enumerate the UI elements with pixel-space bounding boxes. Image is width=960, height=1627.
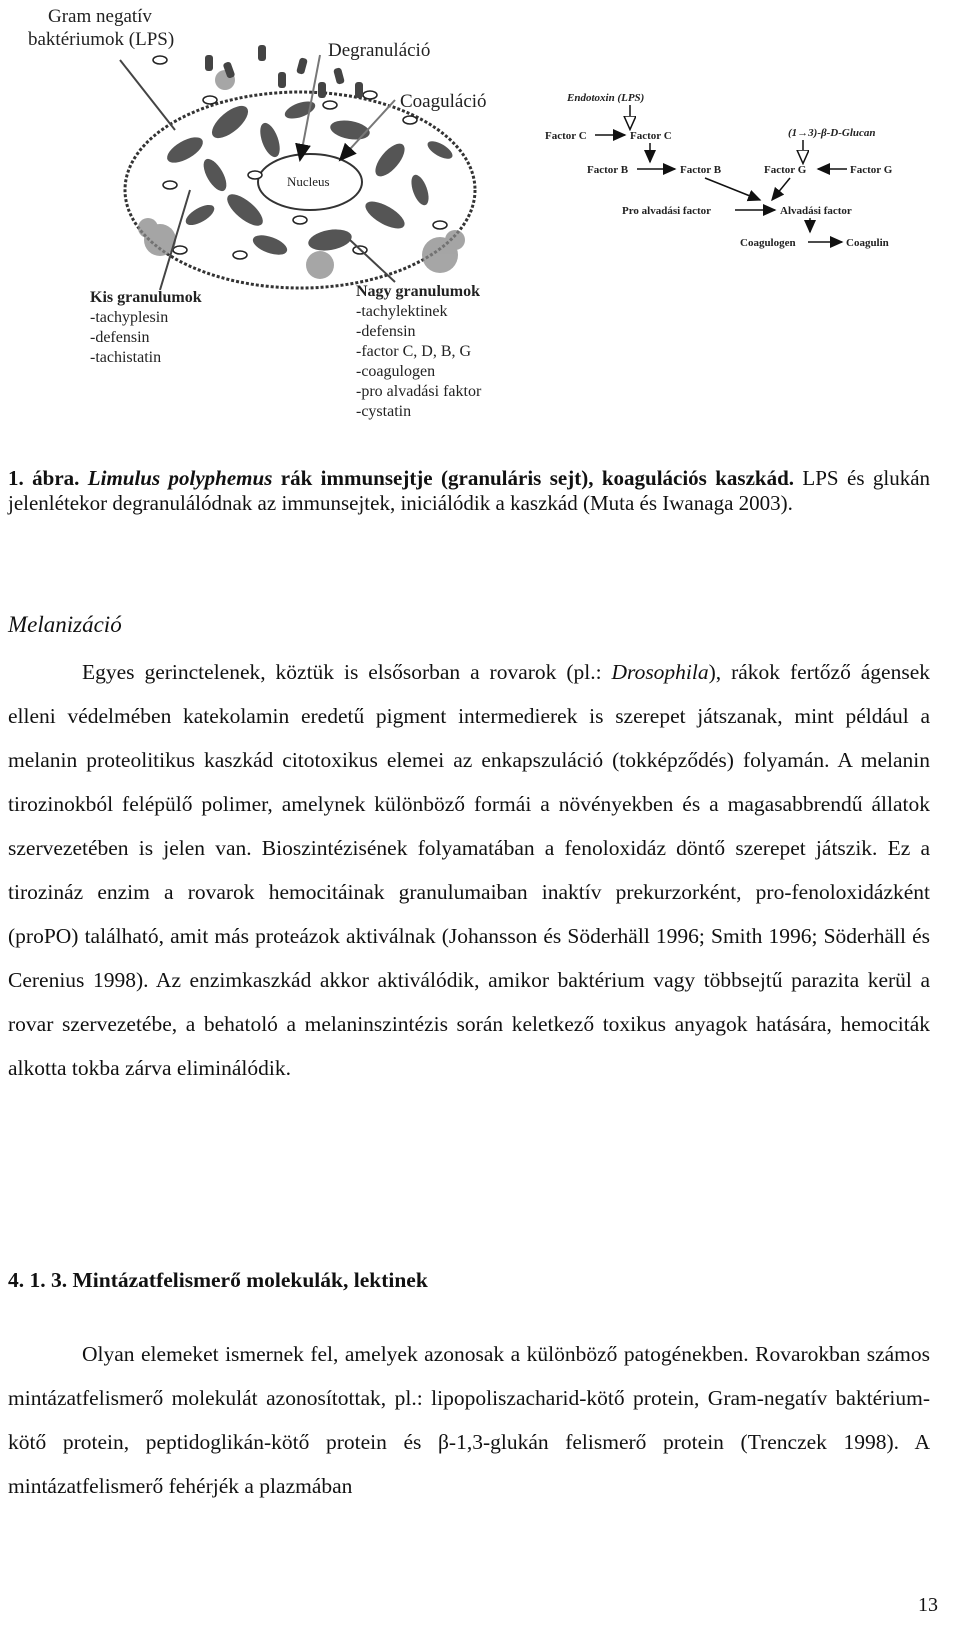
gram-neg-label-2: baktériumok (LPS) [28,29,175,50]
large-granules-item: -pro alvadási faktor [356,383,482,400]
gram-neg-pointer [120,60,175,130]
coagulogen-label: Coagulogen [740,237,796,249]
factor-b-active-label: Factor B [680,164,722,176]
coagulation-cascade [545,92,893,249]
caption-plain-text: LPS és glukán jelenlétekor degranulálódnak az immunsejtek, iniciálódik a kaszkád (Muta és Iwanaga 2003). [8,466,931,515]
large-granules-item: -defensin [356,323,416,340]
section-heading: 4. 1. 3. Mintázatfelismerő molekulák, lektinek [8,1268,428,1292]
small-granules-item: -defensin [90,329,150,346]
degranulation-label: Degranuláció [328,40,431,61]
melanization-text-rest: ), rákok fertőző ágensek elleni védelmében katekolamin eredetű pigment intermedierek is szerepet játszanak, mint például a melanin proteolitikus kaszkád citotoxikus elemei az enkapszuláció (tokképződés) folyamán. A melanin tirozinokból felépülő polimer, amelynek különböző formái a növényekben és a magasabbrendű állatok szervezetében is jelen van. Bioszintézisének folyamatában a fenoloxidáz döntő szerepet játszik. Ez a tirozináz enzim a rovarok hemocitáinak granulumaiban inaktív prekurzorként, pro-fenoloxidázként (proPO) található, amit más proteázok aktiválnak (Johansson és Söderhäll 1996; Smith 1996; Söderhäll és Cerenius 1998). Az enzimkaszkád akkor aktiválódik, amikor baktérium vagy többsejtű parazita kerül a rovar szervezetébe, a behatoló a melaninszintézis során keletkező toxikus anyagok hatására, hemociták alkotta tokba zárva eliminálódik. [8,660,930,1080]
glucan-label: (1→3)-β-D-Glucan [788,127,876,139]
large-granules-title: Nagy granulumok [356,283,481,300]
clotting-label: Alvadási factor [780,205,852,217]
large-granules-list [356,283,482,420]
large-granules-item: -cystatin [356,403,412,420]
small-granules-list [90,289,202,366]
coagulin-label: Coagulin [846,237,889,249]
section-paragraph-text: Olyan elemeket ismernek fel, amelyek azonosak a különböző patogénekben. Rovarokban számos mintázatfelismerő molekulát azonosítottak, pl.: lipopoliszacharid-kötő protein, Gram-negatív baktérium-kötő protein, peptidoglikán-kötő protein és β-1,3-glukán felismerő protein (Trenczek 1998). A mintázatfelismerő fehérjék a plazmában [8,1342,930,1498]
factor-g-label: Factor G [850,164,893,176]
factor-c-label: Factor C [545,130,587,142]
melanization-heading: Melanizáció [8,612,122,637]
gram-neg-label-1: Gram negatív [48,6,152,27]
page-number: 13 [918,1594,938,1616]
factor-g-active-label: Factor G [764,164,807,176]
caption-species: Limulus polyphemus [87,466,273,490]
granular-cell-illustration [28,6,487,290]
figure-limulus-cascade [0,0,960,440]
pro-clotting-label: Pro alvadási factor [622,205,712,217]
large-granules-item: -tachylektinek [356,303,448,320]
caption-bold-text: rák immunsejtje (granuláris sejt), koagulációs kaszkád. [280,466,795,490]
large-granules-item: -coagulogen [356,363,436,380]
coagulation-label: Coaguláció [400,91,487,112]
endotoxin-label: Endotoxin (LPS) [567,92,645,104]
section-paragraph [8,1332,930,1508]
nucleus-label: Nucleus [287,174,330,189]
melanization-text-start: Egyes gerinctelenek, köztük is elsősorban a rovarok (pl.: [82,660,612,684]
small-granules-item: -tachyplesin [90,309,169,326]
caption-label: 1. ábra. [8,466,80,490]
factor-c-active-label: Factor C [630,130,672,142]
drosophila-text: Drosophila [611,660,709,684]
bbar-to-clotting-arrow [705,178,760,200]
small-granules-title: Kis granulumok [90,289,202,306]
factor-b-label: Factor B [587,164,629,176]
gbar-to-clotting-arrow [772,178,790,200]
figure-caption [8,466,930,516]
melanization-paragraph [8,650,930,1090]
small-granules-item: -tachistatin [90,349,162,366]
large-granules-item: -factor C, D, B, G [356,343,472,360]
